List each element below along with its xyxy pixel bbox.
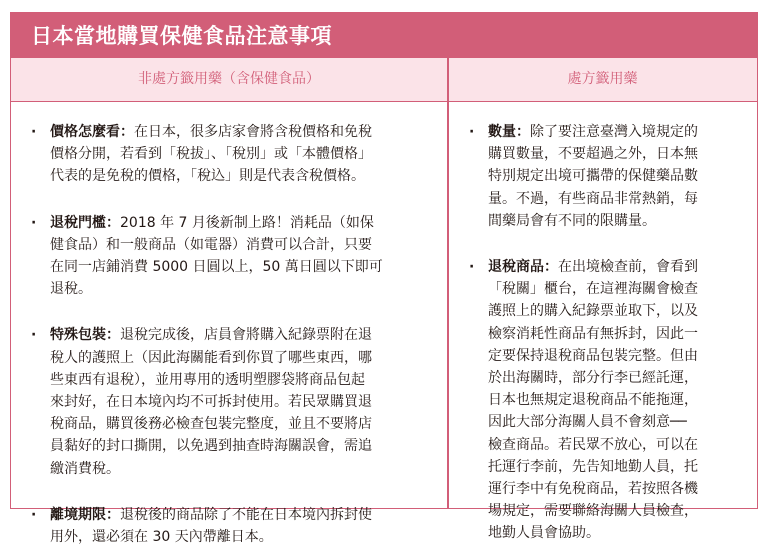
item-line: 定要保持退稅商品包裝完整。但由 — [488, 347, 698, 364]
bullet-icon: · — [31, 214, 37, 231]
title-bar — [11, 13, 757, 58]
list-item-threshold — [29, 212, 441, 301]
item-line: 些東西有退稅），並用專用的透明塑膠袋將商品包起 — [50, 371, 365, 388]
item-sep: ： — [106, 506, 120, 523]
item-line: 購買數量，不要超過之外，日本無 — [488, 146, 698, 163]
item-line: 稅人的護照上（因此海關能看到你買了哪些東西，哪 — [50, 349, 372, 366]
list-item-taxfree-goods — [467, 256, 747, 545]
info-box — [10, 12, 758, 546]
item-line: 代表的是免稅的價格，「稅込」則是代表含稅價格。 — [50, 168, 365, 185]
column-header-row — [11, 58, 757, 102]
item-line: 運行李中有免稅商品，若按照各機 — [488, 481, 698, 498]
page-title: 日本當地購買保健食品注意事項 — [31, 24, 332, 48]
prescription-column — [467, 121, 747, 545]
item-line: 退稅後的商品除了不能在日本境內拆封使 — [120, 506, 372, 523]
item-sep: ： — [106, 214, 120, 231]
list-item-price — [29, 121, 441, 188]
bullet-icon: · — [31, 506, 37, 523]
otc-column — [29, 121, 441, 548]
bullet-icon: · — [469, 124, 475, 140]
column-header-otc: 非處方籤用藥（含保健食品） — [138, 71, 320, 87]
item-line: 員黏好的封口撕開，以免遇到抽查時海關誤會，需追 — [50, 438, 372, 455]
item-line: 用外，還必須在 30 天內帶離日本。 — [50, 529, 273, 546]
bullet-icon: · — [31, 124, 37, 140]
item-sep: ： — [106, 327, 120, 344]
bullet-icon: · — [469, 259, 475, 276]
column-header-prescription: 處方籤用藥 — [567, 71, 638, 87]
item-line: 量。不過，有些商品非常熱銷，每 — [488, 190, 698, 207]
item-line: 在出境檢查前，會看到 — [558, 259, 698, 276]
item-term: 數量 — [488, 124, 516, 140]
item-line: 除了要注意臺灣入境規定的 — [530, 124, 698, 140]
item-line: 2018 年 7 月後新制上路！消耗品（如保 — [120, 214, 374, 231]
item-line: 場規定，需要聯絡海關人員檢查， — [488, 503, 698, 520]
item-term: 退稅門檻 — [50, 214, 106, 231]
item-line: 因此大部分海關人員不會刻意── — [488, 414, 687, 431]
item-line: 繳消費稅。 — [50, 460, 120, 477]
bullet-icon: · — [31, 327, 37, 344]
item-line: 托運行李前，先告知地勤人員，托 — [488, 458, 698, 475]
list-item-quantity — [467, 121, 747, 232]
item-term: 特殊包裝 — [50, 327, 106, 344]
list-item-deadline — [29, 504, 441, 548]
item-line: 來封好，在日本境內均不可拆封使用。若民眾購買退 — [50, 394, 372, 411]
item-term: 離境期限 — [50, 506, 106, 523]
item-line: 檢查商品。若民眾不放心，可以在 — [488, 436, 698, 453]
item-line: 退稅完成後，店員會將購入紀錄票附在退 — [120, 327, 372, 344]
column-divider — [447, 58, 449, 508]
item-line: 於出海關時，部分行李已經託運， — [488, 370, 698, 387]
item-sep: ： — [544, 259, 558, 276]
item-line: 在日本，很多店家會將含稅價格和免稅 — [134, 124, 372, 140]
item-line: 間藥局會有不同的限購量。 — [488, 212, 656, 229]
item-line: 特別規定出境可攜帶的保健藥品數 — [488, 168, 698, 185]
item-line: 「稅關」櫃台，在這裡海關會檢查 — [488, 281, 698, 298]
item-line: 檢察消耗性商品有無拆封，因此一 — [488, 325, 698, 342]
item-line: 地勤人員會協助。 — [488, 525, 600, 542]
item-line: 稅商品，購買後務必檢查包裝完整度，並且不要將店 — [50, 416, 372, 433]
item-sep: ： — [120, 124, 134, 140]
item-line: 退稅。 — [50, 281, 92, 298]
list-item-packaging — [29, 324, 441, 479]
item-line: 價格分開，若看到「稅拔」、「稅別」或「本體價格」 — [50, 146, 372, 163]
item-line: 日本也無規定退稅商品不能拖運， — [488, 392, 698, 409]
item-term: 退稅商品 — [488, 259, 544, 276]
item-line: 健食品）和一般商品（如電器）消費可以合計，只要 — [50, 236, 372, 253]
item-line: 在同一店鋪消費 5000 日圓以上，50 萬日圓以下即可 — [50, 259, 383, 276]
item-term: 價格怎麼看 — [50, 124, 120, 140]
item-line: 護照上的購入紀錄票並取下，以及 — [488, 303, 698, 320]
item-sep: ： — [516, 124, 530, 140]
